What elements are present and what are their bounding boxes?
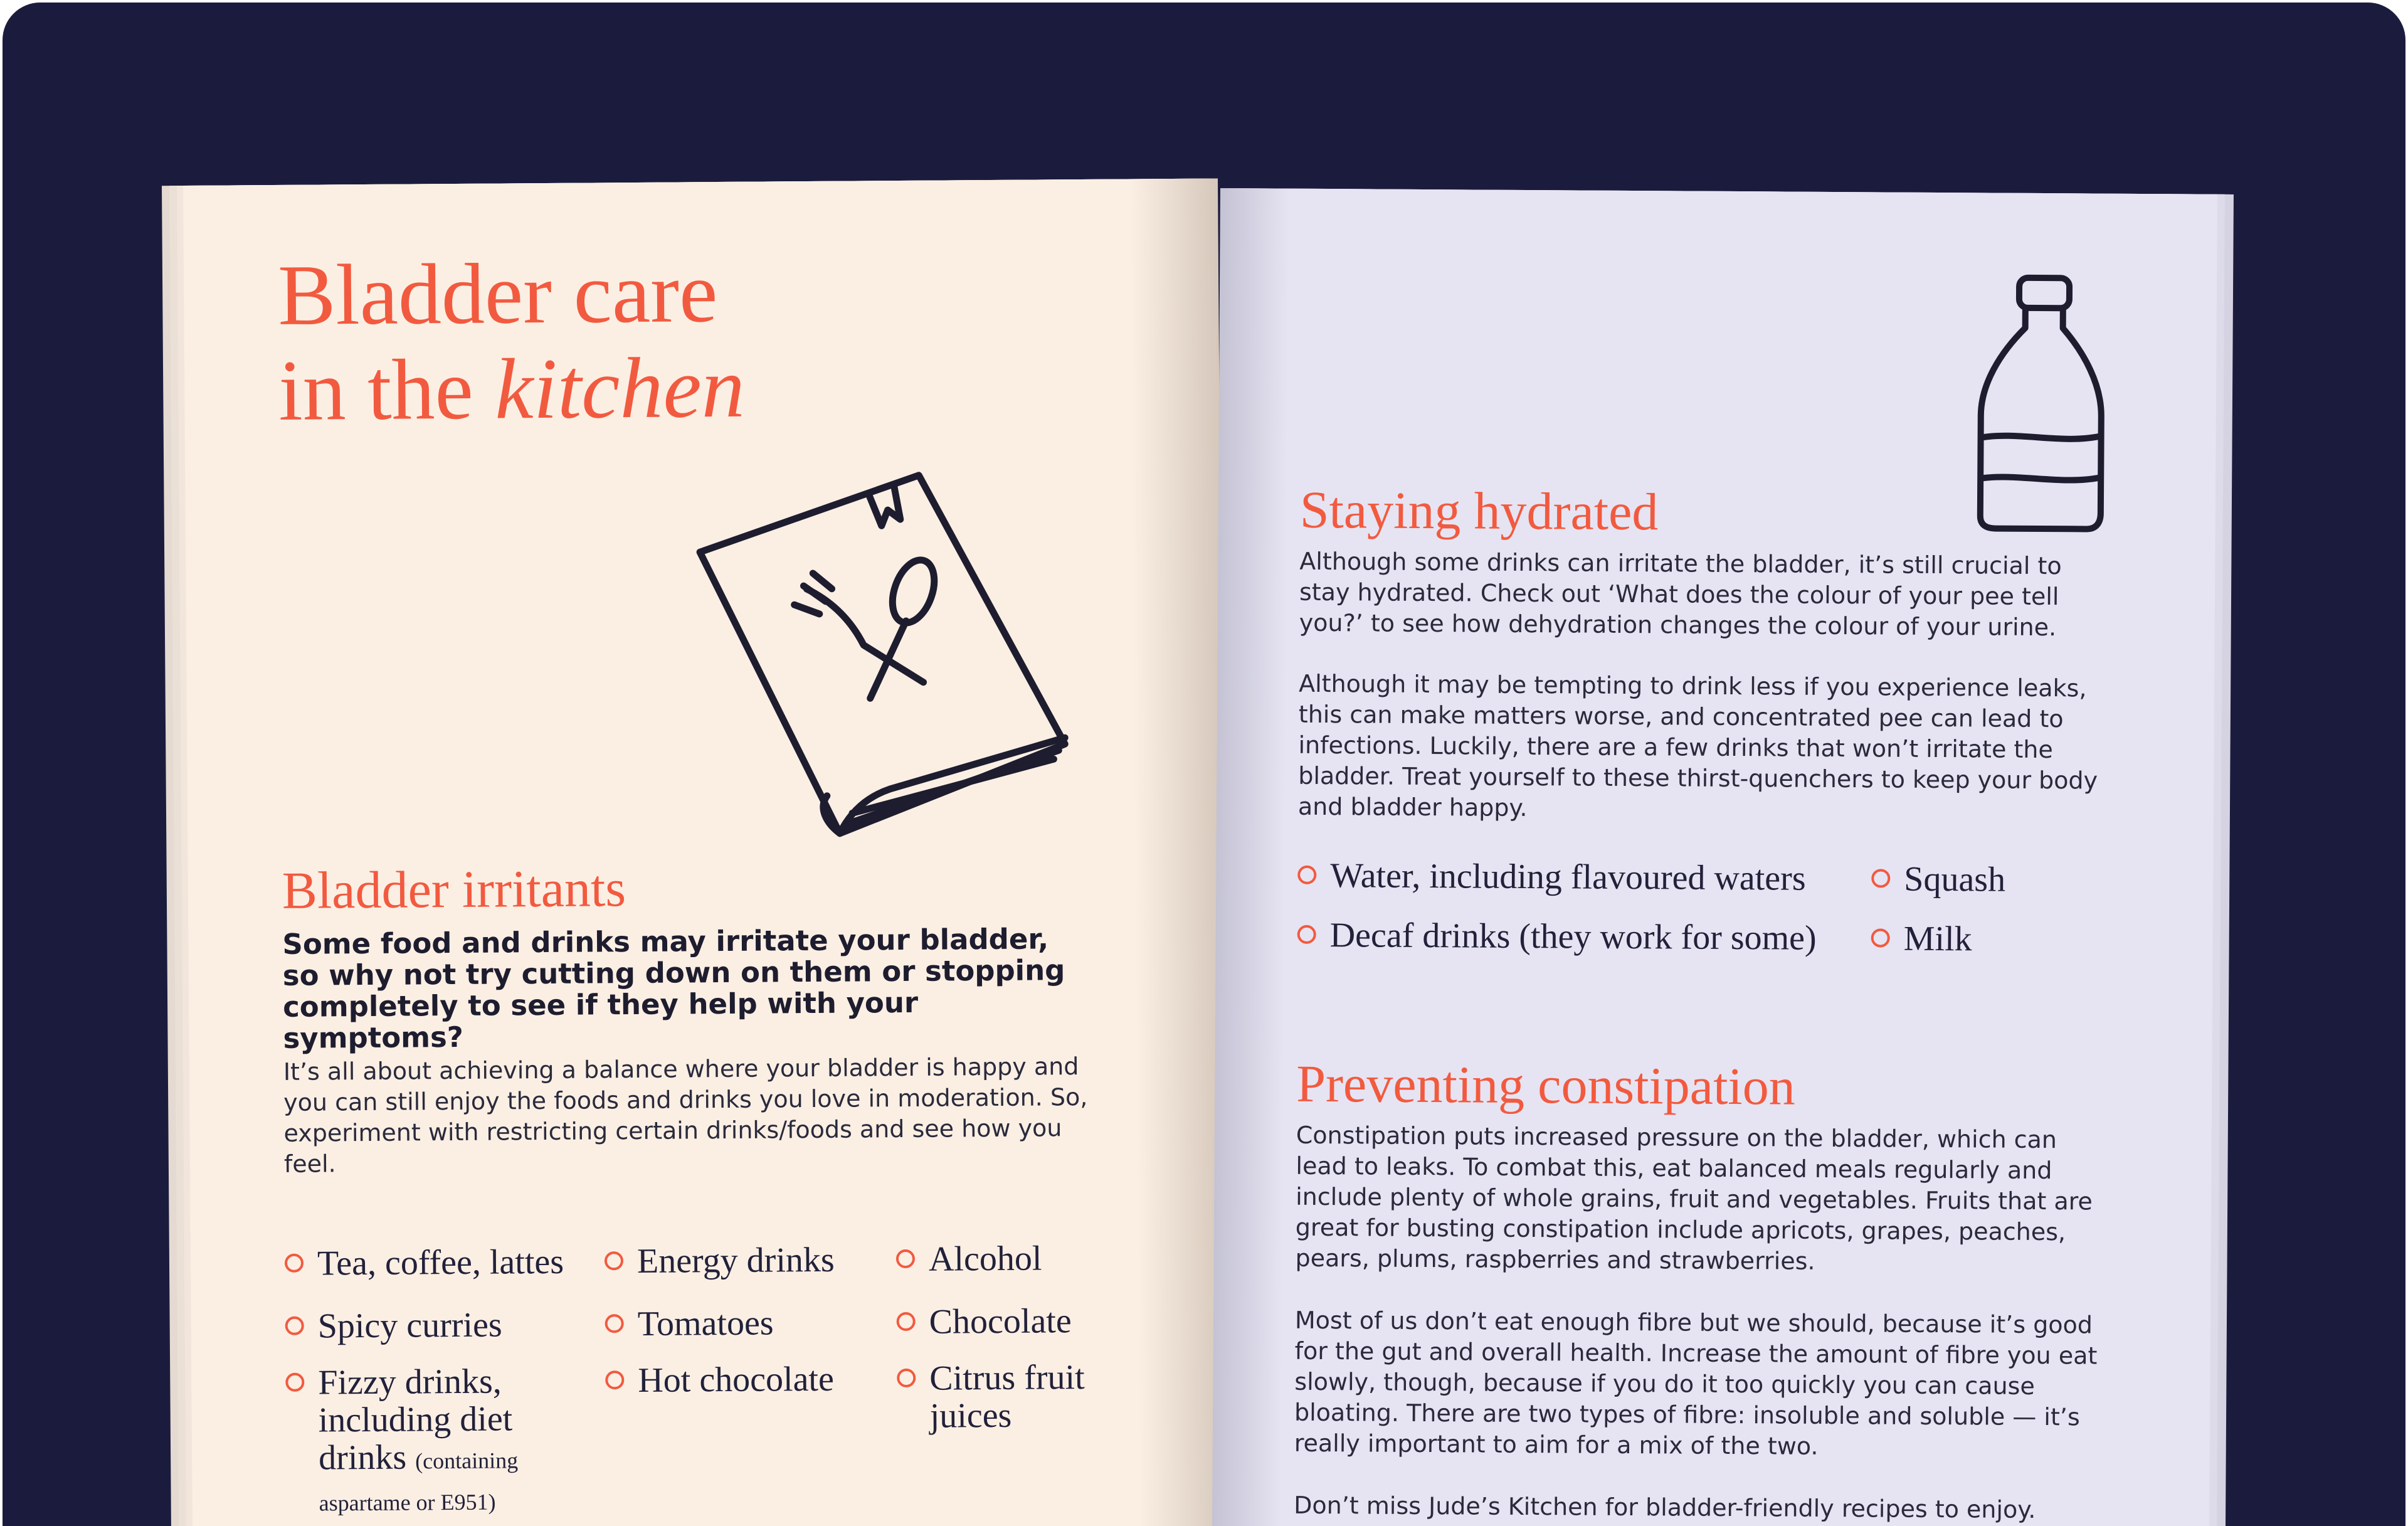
list-item-text: Energy drinks [636, 1240, 835, 1281]
cookbook-icon [680, 455, 1084, 847]
drink-item-squash [1871, 860, 2059, 899]
list-item-text: Hot chocolate [638, 1359, 835, 1400]
drink-item-decaf [1297, 916, 1862, 957]
irritant-item-hot-chocolate [605, 1360, 869, 1399]
list-item-text: Citrus fruit juices [929, 1358, 1085, 1436]
list-item-note: (containing [415, 1448, 519, 1474]
bullet-circle-icon [1297, 925, 1316, 944]
hydrated-heading: Staying hydrated [1299, 480, 1659, 542]
list-item-text: Squash [1904, 859, 2006, 899]
constipation-paragraph-2: Most of us don’t eat enough fibre but we should, because it’s good for the gut and overall health. Increase the amount of fibre you eat slowly, though, because if you do it too quickly you can cause bloating. There are two types of fibre: insoluble and soluble — it’s really important to aim for a mix of the two. [1294, 1306, 2098, 1460]
list-item-text: Fizzy drinks, including diet drinks [318, 1362, 513, 1478]
irritants-body: It’s all about achieving a balance where your bladder is happy and you can still enjoy the foods and drinks you love in moderation. So, experiment with restricting certain drinks/foods and see how you feel. [283, 1052, 1088, 1178]
bullet-circle-icon [897, 1312, 916, 1331]
list-item-text: Tomatoes [637, 1303, 774, 1343]
bullet-circle-icon [285, 1317, 304, 1335]
list-item-text: Chocolate [929, 1301, 1072, 1342]
irritant-item-tea [285, 1243, 573, 1283]
irritant-item-energy-drinks [605, 1241, 868, 1280]
list-item-text: Water, including flavoured waters [1330, 856, 1806, 898]
dark-frame [3, 3, 2405, 1526]
title-line-1: Bladder care [277, 244, 718, 343]
bullet-circle-icon [1871, 869, 1890, 888]
constipation-paragraph-3: Don’t miss Jude’s Kitchen for bladder-friendly recipes to enjoy. [1294, 1491, 2036, 1523]
bullet-circle-icon [285, 1373, 304, 1392]
irritant-item-fizzy-drinks [285, 1362, 550, 1522]
bullet-circle-icon [896, 1249, 915, 1268]
spine-shadow-left [1130, 178, 1227, 1526]
list-item-text: Spicy curries [317, 1305, 502, 1346]
list-item-text: Decaf drinks (they work for some) [1329, 916, 1817, 958]
irritants-lead: Some food and drinks may irritate your bladder, so why not try cutting down on them or stopping completely to see if they help with your symptoms? [282, 922, 1065, 1055]
irritant-item-spicy-curries [285, 1306, 573, 1345]
drink-item-milk [1871, 919, 2059, 958]
hydrated-paragraph-1: Although some drinks can irritate the bladder, it’s still crucial to stay hydrated. Check out ‘What does the colour of your pee tell you?’ to see how dehydration changes the colour of your urine. [1299, 547, 2062, 642]
constipation-heading: Preventing constipation [1296, 1054, 1796, 1116]
irritant-item-tomatoes [605, 1303, 868, 1343]
bullet-circle-icon [605, 1370, 624, 1389]
constipation-paragraph-1: Constipation puts increased pressure on the bladder, which can lead to leaks. To combat this, eat balanced meals regularly and include plenty of whole grains, fruit and vegetables. Fruits that are great for busting constipation include apricots, grapes, peaches, pears, plums, raspberries and strawberries. [1295, 1121, 2093, 1275]
list-item-text: Tea, coffee, lattes [317, 1242, 564, 1283]
irritant-item-chocolate [896, 1302, 1103, 1341]
irritant-item-alcohol [896, 1239, 1103, 1278]
right-page [1212, 188, 2217, 1526]
bullet-circle-icon [285, 1254, 304, 1273]
list-item-note: aspartame or E951) [319, 1489, 496, 1516]
bullet-circle-icon [897, 1369, 916, 1387]
page-title [278, 245, 745, 438]
spine-shadow-right [1212, 188, 1289, 1526]
irritant-item-citrus-juices [897, 1359, 1092, 1435]
list-item-text: Alcohol [928, 1239, 1042, 1279]
bullet-circle-icon [605, 1251, 623, 1270]
title-line-2-italic: kitchen [494, 339, 746, 437]
title-line-2-prefix: in the [278, 341, 495, 438]
bullet-circle-icon [1297, 866, 1316, 884]
left-page [183, 178, 1227, 1526]
irritants-heading: Bladder irritants [282, 859, 626, 920]
bullet-circle-icon [1871, 928, 1890, 947]
water-bottle-icon [1968, 271, 2114, 535]
hydrated-paragraph-2: Although it may be tempting to drink less if you experience leaks, this can make matters worse, and concentrated pee can lead to infections. Luckily, there are a few drinks that won’t irritate the bladder. Treat yourself to these thirst-quenchers to keep your body and bladder happy. [1297, 669, 2098, 822]
bullet-circle-icon [605, 1314, 624, 1333]
list-item-text: Milk [1903, 919, 1972, 959]
drink-item-water [1297, 857, 1862, 898]
